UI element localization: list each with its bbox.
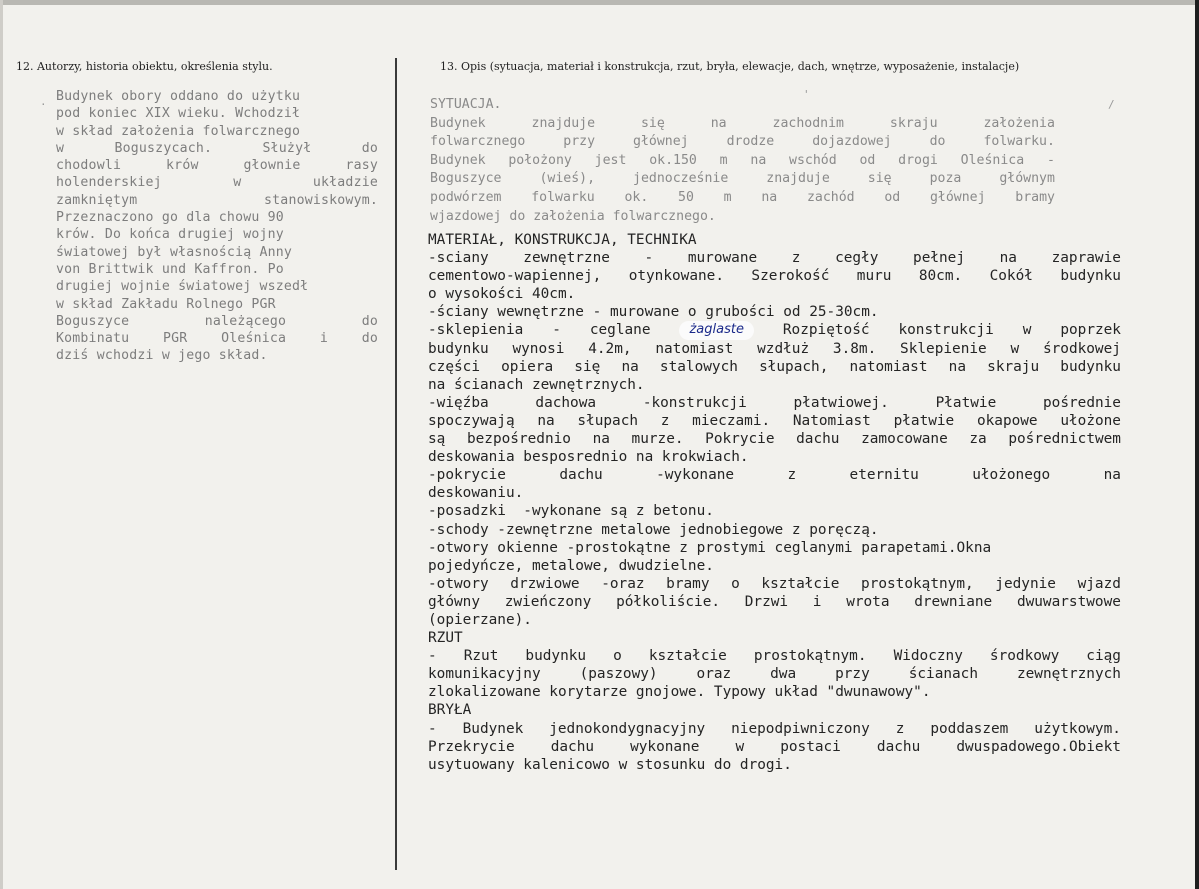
- text-word: główny: [428, 593, 480, 610]
- text-word: na: [592, 431, 610, 448]
- text-word: folwarku: [531, 189, 595, 205]
- text-word: do: [929, 134, 946, 150]
- text-word: w: [1022, 322, 1032, 339]
- text-word: na: [621, 358, 639, 375]
- text-word: półkoliście.: [616, 593, 721, 610]
- text-line: [428, 629, 1121, 647]
- text-line: [56, 347, 378, 364]
- text-word: światowej był własnością Anny: [56, 244, 293, 260]
- text-word: wynosi: [512, 340, 565, 357]
- text-word: zaprawie: [1051, 250, 1121, 267]
- text-word: deskowaniu.: [428, 485, 524, 502]
- text-word: się: [574, 358, 601, 375]
- text-word: Boguszyce: [430, 171, 502, 187]
- text-word: zachodnim: [772, 115, 844, 131]
- situation-title: SYTUACJA.: [430, 97, 502, 112]
- text-word: zewnętrzne: [523, 250, 610, 267]
- text-line: [428, 376, 1121, 394]
- text-word: założenia: [983, 115, 1055, 131]
- text-line: [56, 174, 378, 191]
- handwritten-insert: żaglaste: [679, 321, 754, 339]
- text-word: wrota: [846, 593, 890, 610]
- text-word: Służył: [262, 140, 312, 156]
- text-word: oraz: [696, 666, 732, 683]
- text-word: eternitu: [849, 467, 919, 484]
- text-word: z: [660, 412, 670, 429]
- text-word: dachu: [796, 431, 840, 448]
- text-word: Drzwi: [744, 593, 789, 610]
- text-line: [428, 720, 1121, 738]
- text-line: [428, 665, 1121, 683]
- text-word: ścianach: [908, 666, 979, 683]
- text-word: 3.8m.: [832, 340, 877, 357]
- text-word: Rzut: [463, 648, 499, 665]
- text-word: pośrednie: [1043, 394, 1121, 411]
- text-word: postaci: [780, 738, 841, 755]
- text-word: głównej: [929, 189, 986, 205]
- text-word: dachu: [559, 467, 603, 484]
- text-word: o wysokości 40cm.: [428, 286, 576, 303]
- text-word: z: [895, 720, 905, 737]
- text-word: poza: [929, 171, 962, 187]
- text-word: pełnej: [913, 250, 966, 267]
- text-line: [428, 231, 1121, 249]
- text-word: jest: [594, 152, 627, 168]
- text-word: zamocowane: [861, 431, 948, 448]
- text-word: dwa: [770, 666, 797, 683]
- text-word: -: [552, 322, 561, 339]
- text-word: głównym: [999, 171, 1055, 187]
- text-line: [428, 285, 1121, 303]
- text-line: [428, 683, 1121, 701]
- text-word: na: [999, 250, 1017, 267]
- text-word: na: [750, 152, 767, 168]
- text-line: [430, 115, 1055, 134]
- text-line: [430, 133, 1055, 152]
- text-line: [428, 249, 1121, 267]
- text-word: (opierzane).: [428, 611, 532, 628]
- text-line: [428, 557, 1121, 575]
- construction-section: [428, 231, 1121, 774]
- text-line: [428, 593, 1121, 611]
- text-line: [428, 466, 1121, 484]
- text-word: -otwory: [428, 575, 489, 592]
- text-word: Budynek: [430, 152, 486, 168]
- text-word: i: [812, 593, 822, 610]
- text-word: ceglane: [589, 322, 651, 339]
- text-word: -: [1046, 152, 1055, 168]
- text-word: jednocześnie: [633, 171, 729, 187]
- text-word: wzdłuż: [757, 340, 810, 357]
- text-line: [428, 303, 1121, 321]
- text-word: -sklepienia: [428, 322, 524, 339]
- text-word: folwarcznego: [430, 134, 526, 150]
- text-word: Boguszycach.: [114, 140, 213, 156]
- scan-edge-top: [0, 0, 1199, 5]
- text-word: 80cm.: [918, 268, 963, 285]
- text-word: znajduje: [766, 171, 830, 187]
- text-word: -wykonane: [656, 467, 735, 484]
- text-word: w: [56, 140, 65, 156]
- text-word: do: [361, 313, 378, 329]
- text-line: [56, 226, 378, 243]
- text-word: głownie: [243, 158, 301, 174]
- text-word: w: [233, 175, 242, 191]
- text-word: z: [791, 250, 801, 267]
- text-word: krów. Do końca drugiej wojny: [56, 227, 284, 243]
- text-word: -więźba: [428, 394, 489, 411]
- text-word: kształcie: [761, 575, 840, 592]
- text-line: [56, 140, 378, 157]
- text-word: natomiast: [655, 340, 734, 357]
- text-word: skraju: [889, 115, 938, 131]
- text-word: i: [319, 331, 329, 347]
- text-word: w: [1010, 340, 1020, 357]
- text-word: dziś wchodzi w jego skład.: [56, 348, 268, 364]
- text-line: [428, 412, 1121, 430]
- text-line: [56, 261, 378, 278]
- text-line: [56, 209, 378, 226]
- text-word: drogi: [898, 152, 938, 168]
- column-divider: [395, 58, 397, 870]
- text-word: w: [735, 738, 745, 755]
- text-word: znajduje: [531, 115, 596, 131]
- text-word: dachu: [550, 738, 595, 755]
- text-word: Oleśnica: [960, 152, 1025, 168]
- text-word: folwarku.: [983, 134, 1055, 150]
- text-word: dwuwarstwowe: [1016, 593, 1121, 610]
- text-word: Kombinatu: [56, 331, 130, 347]
- text-word: dwuspadowego.Obiekt: [956, 738, 1121, 755]
- text-word: zewnętrznych: [1016, 666, 1121, 683]
- text-word: o: [731, 575, 740, 592]
- text-word: wschód: [789, 152, 837, 168]
- text-word: wykonane: [630, 738, 700, 755]
- text-word: wjazd: [1077, 575, 1121, 592]
- text-word: się: [867, 171, 892, 187]
- text-line: [56, 157, 378, 174]
- text-word: -: [428, 720, 437, 737]
- text-line: [428, 321, 1121, 339]
- text-line: [430, 189, 1055, 208]
- text-word: jednokondygnacyjny: [549, 720, 706, 737]
- text-line: [428, 358, 1121, 376]
- text-word: prostokątnym,: [861, 575, 974, 592]
- text-word: spoczywają: [428, 412, 515, 429]
- text-word: dojazdowej: [812, 134, 892, 150]
- text-word: -konstrukcji: [642, 394, 747, 411]
- text-word: -sciany: [428, 250, 489, 267]
- text-word: drzwiowe: [510, 575, 580, 592]
- text-line: [428, 502, 1121, 520]
- text-word: płatwiowej.: [793, 394, 889, 411]
- text-word: w skład założenia folwarcznego: [56, 123, 301, 139]
- text-word: Przekrycie: [428, 738, 515, 755]
- text-word: wjazdowej do założenia folwarcznego.: [430, 208, 716, 224]
- text-word: otynkowane.: [628, 268, 724, 285]
- text-word: podwórzem: [430, 189, 502, 205]
- text-line: [56, 105, 378, 122]
- text-line: [428, 521, 1121, 539]
- text-word: deskowania besposrednio na krokwiach.: [428, 449, 749, 466]
- text-word: cementowo-wapiennej,: [428, 268, 602, 285]
- text-word: w skład Zakładu Rolnego PGR: [56, 296, 276, 312]
- text-word: opiera: [501, 358, 554, 375]
- text-word: chodowli: [56, 158, 122, 174]
- text-word: bezpośrednio: [466, 431, 571, 448]
- text-word: na: [1103, 467, 1121, 484]
- text-word: -: [428, 648, 437, 665]
- text-word: ułożonego: [972, 467, 1051, 484]
- text-word: drewniane: [914, 593, 993, 610]
- text-line: [428, 738, 1121, 756]
- text-word: Boguszyce: [56, 313, 130, 329]
- text-word: od: [884, 189, 901, 205]
- text-word: o: [613, 648, 622, 665]
- text-word: ułożone: [1060, 412, 1121, 429]
- text-word: m: [719, 152, 728, 168]
- text-word: MATERIAŁ, KONSTRUKCJA, TECHNIKA: [428, 232, 697, 248]
- text-word: poddaszem: [930, 720, 1009, 737]
- text-line: [430, 208, 1055, 227]
- text-word: Cokół: [989, 268, 1033, 285]
- text-word: należącego: [204, 313, 287, 329]
- text-word: Szerokość: [751, 268, 830, 285]
- text-word: poprzek: [1060, 322, 1121, 339]
- text-word: kształcie: [648, 648, 727, 665]
- text-word: na: [761, 189, 778, 205]
- text-line: [428, 340, 1121, 358]
- text-word: krów: [166, 158, 199, 174]
- text-word: zachód: [806, 189, 855, 205]
- text-word: komunikacyjny: [428, 666, 541, 683]
- text-word: układzie: [312, 175, 378, 191]
- scan-edge-left: [0, 0, 3, 889]
- text-line: [56, 244, 378, 261]
- text-line: [56, 123, 378, 140]
- text-word: zwieńczony: [504, 593, 592, 610]
- text-word: za: [969, 431, 987, 448]
- text-word: Widoczny: [893, 648, 963, 665]
- text-word: słupach,: [759, 358, 829, 375]
- text-word: murowane: [687, 250, 758, 267]
- section-12-header: 12. Autorzy, historia obiektu, określenia stylu.: [16, 60, 273, 73]
- text-line: [428, 611, 1121, 629]
- text-word: skraju: [987, 358, 1040, 375]
- text-word: są: [428, 431, 446, 448]
- text-word: dachu: [876, 738, 921, 755]
- text-word: budynku: [428, 340, 489, 357]
- scan-speck: ·: [40, 98, 47, 111]
- text-line: [56, 313, 378, 330]
- scan-speck: /: [1108, 98, 1115, 111]
- text-word: -ściany wewnętrzne - murowane o grubości od 25-30cm.: [428, 304, 879, 321]
- text-word: cegły: [835, 250, 879, 267]
- text-word: natomiast: [849, 358, 928, 375]
- text-line: [56, 330, 378, 347]
- text-word: zlokalizowane korytarze gnojowe. Typowy układ "dwunawowy".: [428, 684, 931, 701]
- text-word: budynku: [1060, 358, 1121, 375]
- text-word: muru: [856, 268, 892, 285]
- text-line: [428, 448, 1121, 466]
- text-line: [56, 296, 378, 313]
- text-word: Sklepienie: [900, 340, 987, 357]
- text-word: usytuowany kalenicowo w stosunku do drogi.: [428, 756, 792, 773]
- text-line: [56, 278, 378, 295]
- text-word: drugiej wojnie światowej wszedł: [56, 279, 309, 295]
- text-word: słupach: [577, 412, 639, 429]
- text-word: Rozpiętość: [782, 322, 870, 339]
- text-word: Oleśnica: [221, 331, 287, 347]
- text-word: -: [644, 250, 654, 267]
- text-word: dachowa: [535, 394, 597, 411]
- text-word: m: [723, 189, 732, 205]
- text-word: położony: [508, 152, 572, 168]
- text-word: zamkniętym: [56, 192, 138, 208]
- text-word: od: [859, 152, 876, 168]
- text-word: (paszowy): [579, 666, 658, 683]
- text-word: okapowe: [976, 412, 1038, 429]
- text-word: bramy: [1015, 189, 1055, 205]
- text-line: [430, 152, 1055, 171]
- text-line: [428, 701, 1121, 719]
- text-word: stanowiskowym.: [264, 192, 378, 208]
- text-line: [428, 575, 1121, 593]
- text-line: [428, 267, 1121, 285]
- text-word: holenderskiej: [56, 175, 162, 191]
- text-word: rasy: [345, 158, 378, 174]
- text-line: [428, 394, 1121, 412]
- text-word: von Brittwik und Kaffron. Po: [56, 261, 284, 277]
- text-word: Natomiast: [792, 412, 871, 429]
- text-word: prostokątnym.: [753, 648, 867, 665]
- text-word: niepodpiwniczony: [731, 720, 870, 737]
- situation-section: [430, 96, 1055, 226]
- text-word: -otwory okienne -prostokątne z prostymi ceglanymi parapetami.Okna: [428, 539, 992, 556]
- text-word: się: [640, 115, 665, 131]
- text-word: pojedyńcze, metalowe, dwudzielne.: [428, 557, 714, 574]
- text-word: Pokrycie: [705, 431, 775, 448]
- text-word: bramy: [666, 575, 710, 592]
- scan-speck: ': [803, 88, 810, 101]
- text-word: ok.: [624, 189, 649, 205]
- text-word: -oraz: [601, 575, 645, 592]
- text-word: na: [537, 412, 555, 429]
- text-word: konstrukcji: [898, 322, 994, 339]
- text-word: budynku: [525, 648, 587, 665]
- text-word: mieczami.: [692, 412, 771, 429]
- text-word: -schody -zewnętrzne metalowe jednobiegowe z poręczą.: [428, 521, 879, 538]
- text-word: RZUT: [428, 630, 463, 647]
- text-word: przy: [563, 134, 596, 150]
- text-word: Przeznaczono go dla chowu 90: [56, 210, 284, 226]
- text-word: użytkowym.: [1034, 720, 1121, 737]
- text-word: głównej: [633, 134, 689, 150]
- text-word: jedynie: [995, 575, 1056, 592]
- text-word: budynku: [1060, 268, 1121, 285]
- text-word: PGR: [162, 331, 188, 347]
- text-word: Budynek: [462, 720, 524, 737]
- text-word: pośrednictwem: [1008, 431, 1121, 448]
- text-line: [56, 192, 378, 209]
- text-word: Budynek: [430, 115, 486, 131]
- text-word: murze.: [631, 431, 684, 448]
- text-word: płatwie: [893, 412, 955, 429]
- history-text: [56, 88, 378, 365]
- section-13-header: 13. Opis (sytuacja, materiał i konstrukcja, rzut, bryła, elewacje, dach, wnętrze, wyposażenie, instalacje): [440, 60, 1020, 73]
- text-word: Budynek obory oddano do użytku: [56, 89, 301, 104]
- text-word: 50: [678, 189, 694, 205]
- text-word: na: [948, 358, 966, 375]
- text-word: części: [428, 358, 480, 375]
- scan-edge-right: [1195, 0, 1199, 889]
- text-line: [430, 170, 1055, 189]
- text-word: ciąg: [1086, 648, 1121, 665]
- text-line: [428, 484, 1121, 502]
- text-word: przy: [835, 666, 870, 683]
- text-line: [428, 647, 1121, 665]
- text-word: na ścianach zewnętrznych.: [428, 376, 645, 393]
- text-word: drodze: [726, 134, 775, 150]
- text-word: pod koniec XIX wieku. Wchodził: [56, 106, 301, 122]
- text-line: [428, 539, 1121, 557]
- text-word: stalowych: [659, 358, 738, 375]
- text-word: z: [787, 467, 797, 484]
- text-word: BRYŁA: [428, 702, 472, 719]
- text-word: -posadzki -wykonane są z betonu.: [428, 503, 714, 520]
- text-word: środkowej: [1042, 340, 1121, 357]
- text-word: 4.2m,: [588, 340, 632, 357]
- text-word: środkowy: [989, 648, 1060, 665]
- text-word: -pokrycie: [428, 467, 506, 484]
- text-word: Płatwie: [935, 394, 997, 411]
- text-line: [428, 430, 1121, 448]
- text-word: (wieś),: [539, 171, 596, 187]
- text-word: ok.150: [649, 152, 697, 168]
- text-word: do: [361, 331, 378, 347]
- text-word: na: [710, 115, 727, 131]
- text-line: [428, 756, 1121, 774]
- text-word: do: [361, 140, 378, 156]
- text-line: [56, 88, 378, 105]
